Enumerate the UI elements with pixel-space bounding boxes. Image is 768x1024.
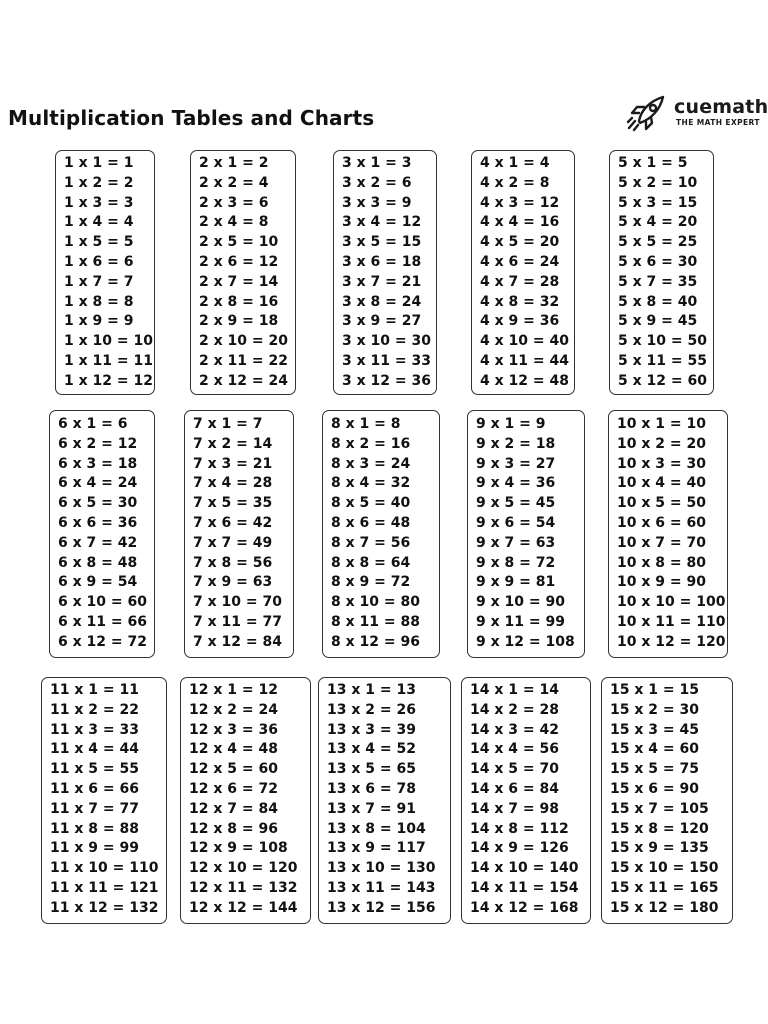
table-line: 1 x 9 = 9	[64, 313, 134, 330]
table-line: 2 x 6 = 12	[199, 254, 279, 270]
table-line: 4 x 1 = 4	[480, 155, 550, 171]
table-line: 13 x 4 = 52	[327, 741, 416, 758]
table-line: 4 x 11 = 44	[480, 353, 569, 369]
table-line: 5 x 7 = 35	[618, 273, 698, 290]
table-line: 2 x 2 = 4	[199, 174, 269, 191]
table-line: 11 x 3 = 33	[50, 721, 139, 738]
table-line: 13 x 1 = 13	[327, 682, 416, 698]
table-line: 7 x 8 = 56	[193, 554, 273, 571]
table-line: 14 x 9 = 126	[470, 840, 569, 857]
table-line: 1 x 10 = 10	[64, 333, 153, 350]
table-line: 1 x 2 = 2	[64, 174, 134, 191]
table-line: 15 x 7 = 105	[610, 800, 709, 817]
table-line: 9 x 5 = 45	[476, 495, 556, 512]
table-line: 11 x 2 = 22	[50, 701, 139, 718]
table-line: 10 x 10 = 100	[617, 594, 726, 611]
table-line: 13 x 12 = 156	[327, 899, 436, 916]
table-line: 5 x 6 = 30	[618, 254, 698, 270]
table-line: 11 x 10 = 110	[50, 860, 159, 877]
table-line: 9 x 8 = 72	[476, 554, 556, 571]
table-line: 14 x 11 = 154	[470, 880, 579, 896]
table-line: 5 x 9 = 45	[618, 313, 698, 330]
table-line: 7 x 4 = 28	[193, 475, 273, 492]
table-line: 15 x 4 = 60	[610, 741, 699, 758]
table-line: 15 x 9 = 135	[610, 840, 709, 857]
table-line: 8 x 11 = 88	[331, 614, 420, 630]
table-line: 4 x 5 = 20	[480, 234, 560, 251]
table-line: 13 x 8 = 104	[327, 820, 426, 837]
table-line: 1 x 3 = 3	[64, 194, 134, 211]
table-line: 1 x 5 = 5	[64, 234, 134, 251]
table-line: 6 x 5 = 30	[58, 495, 138, 512]
table-line: 13 x 6 = 78	[327, 781, 416, 797]
table-line: 2 x 1 = 2	[199, 155, 269, 171]
table-line: 10 x 11 = 110	[617, 614, 726, 630]
table-line: 5 x 1 = 5	[618, 155, 688, 171]
table-line: 10 x 12 = 120	[617, 633, 726, 650]
table-line: 8 x 12 = 96	[331, 633, 420, 650]
table-line: 14 x 6 = 84	[470, 781, 559, 797]
table-line: 2 x 9 = 18	[199, 313, 279, 330]
table-line: 6 x 4 = 24	[58, 475, 138, 492]
table-line: 10 x 9 = 90	[617, 574, 706, 591]
table-line: 10 x 8 = 80	[617, 554, 706, 571]
table-line: 2 x 10 = 20	[199, 333, 288, 350]
table-line: 12 x 9 = 108	[189, 840, 288, 857]
rocket-icon	[626, 94, 668, 132]
table-line: 2 x 11 = 22	[199, 353, 288, 369]
table-line: 12 x 3 = 36	[189, 721, 278, 738]
table-line: 5 x 10 = 50	[618, 333, 707, 350]
table-line: 4 x 3 = 12	[480, 194, 560, 211]
table-line: 9 x 1 = 9	[476, 416, 546, 432]
table-line: 12 x 12 = 144	[189, 899, 298, 916]
table-line: 6 x 6 = 36	[58, 515, 138, 531]
table-line: 8 x 6 = 48	[331, 515, 411, 531]
table-line: 10 x 7 = 70	[617, 534, 706, 551]
table-line: 7 x 7 = 49	[193, 534, 273, 551]
table-line: 13 x 2 = 26	[327, 701, 416, 718]
table-line: 9 x 6 = 54	[476, 515, 556, 531]
table-line: 9 x 7 = 63	[476, 534, 556, 551]
table-line: 4 x 9 = 36	[480, 313, 560, 330]
table-line: 5 x 2 = 10	[618, 174, 698, 191]
table-line: 11 x 9 = 99	[50, 840, 139, 857]
table-line: 7 x 11 = 77	[193, 614, 282, 630]
table-line: 6 x 9 = 54	[58, 574, 138, 591]
table-line: 12 x 11 = 132	[189, 880, 298, 896]
table-line: 3 x 1 = 3	[342, 155, 412, 171]
table-line: 8 x 4 = 32	[331, 475, 411, 492]
table-line: 3 x 3 = 9	[342, 194, 412, 211]
table-line: 4 x 10 = 40	[480, 333, 569, 350]
table-line: 15 x 11 = 165	[610, 880, 719, 896]
table-line: 6 x 10 = 60	[58, 594, 147, 611]
table-line: 11 x 12 = 132	[50, 899, 159, 916]
table-line: 5 x 11 = 55	[618, 353, 707, 369]
table-line: 12 x 1 = 12	[189, 682, 278, 698]
table-line: 10 x 1 = 10	[617, 416, 706, 432]
table-line: 5 x 8 = 40	[618, 293, 698, 310]
table-line: 2 x 7 = 14	[199, 273, 279, 290]
table-line: 10 x 2 = 20	[617, 435, 706, 452]
table-line: 2 x 5 = 10	[199, 234, 279, 251]
table-line: 13 x 9 = 117	[327, 840, 426, 857]
table-line: 12 x 6 = 72	[189, 781, 278, 797]
table-line: 15 x 8 = 120	[610, 820, 709, 837]
table-line: 7 x 3 = 21	[193, 455, 273, 472]
table-line: 11 x 8 = 88	[50, 820, 139, 837]
table-line: 4 x 7 = 28	[480, 273, 560, 290]
table-line: 15 x 2 = 30	[610, 701, 699, 718]
table-line: 15 x 5 = 75	[610, 761, 699, 778]
table-line: 6 x 2 = 12	[58, 435, 138, 452]
table-line: 9 x 12 = 108	[476, 633, 575, 650]
table-line: 7 x 6 = 42	[193, 515, 273, 531]
table-line: 8 x 7 = 56	[331, 534, 411, 551]
brand-logo	[626, 94, 768, 134]
table-line: 11 x 11 = 121	[50, 880, 159, 896]
table-line: 3 x 9 = 27	[342, 313, 422, 330]
table-line: 3 x 10 = 30	[342, 333, 431, 350]
brand-name: cuemath	[674, 96, 768, 118]
table-line: 3 x 11 = 33	[342, 353, 431, 369]
table-line: 9 x 9 = 81	[476, 574, 556, 591]
brand-tagline: THE MATH EXPERT	[676, 118, 760, 127]
table-line: 13 x 3 = 39	[327, 721, 416, 738]
table-line: 10 x 6 = 60	[617, 515, 706, 531]
table-line: 12 x 7 = 84	[189, 800, 278, 817]
table-line: 14 x 5 = 70	[470, 761, 559, 778]
table-line: 14 x 10 = 140	[470, 860, 579, 877]
table-line: 3 x 4 = 12	[342, 214, 422, 231]
table-line: 1 x 8 = 8	[64, 293, 134, 310]
table-line: 7 x 2 = 14	[193, 435, 273, 452]
table-line: 6 x 1 = 6	[58, 416, 128, 432]
table-line: 6 x 7 = 42	[58, 534, 138, 551]
table-line: 9 x 4 = 36	[476, 475, 556, 492]
table-line: 6 x 11 = 66	[58, 614, 147, 630]
table-line: 1 x 12 = 12	[64, 372, 153, 389]
table-line: 8 x 2 = 16	[331, 435, 411, 452]
table-line: 15 x 1 = 15	[610, 682, 699, 698]
table-line: 8 x 5 = 40	[331, 495, 411, 512]
table-line: 1 x 7 = 7	[64, 273, 134, 290]
table-line: 14 x 1 = 14	[470, 682, 559, 698]
table-line: 5 x 5 = 25	[618, 234, 698, 251]
table-line: 9 x 3 = 27	[476, 455, 556, 472]
table-line: 4 x 4 = 16	[480, 214, 560, 231]
table-line: 14 x 2 = 28	[470, 701, 559, 718]
table-line: 2 x 4 = 8	[199, 214, 269, 231]
table-line: 9 x 10 = 90	[476, 594, 565, 611]
table-line: 2 x 12 = 24	[199, 372, 288, 389]
table-line: 13 x 5 = 65	[327, 761, 416, 778]
table-line: 11 x 5 = 55	[50, 761, 139, 778]
table-line: 10 x 3 = 30	[617, 455, 706, 472]
table-line: 5 x 3 = 15	[618, 194, 698, 211]
table-line: 12 x 10 = 120	[189, 860, 298, 877]
table-line: 8 x 3 = 24	[331, 455, 411, 472]
table-line: 8 x 10 = 80	[331, 594, 420, 611]
table-line: 5 x 4 = 20	[618, 214, 698, 231]
table-line: 4 x 6 = 24	[480, 254, 560, 270]
table-line: 10 x 5 = 50	[617, 495, 706, 512]
table-line: 12 x 4 = 48	[189, 741, 278, 758]
table-line: 7 x 1 = 7	[193, 416, 263, 432]
table-line: 4 x 12 = 48	[480, 372, 569, 389]
table-line: 13 x 11 = 143	[327, 880, 436, 896]
table-line: 11 x 6 = 66	[50, 781, 139, 797]
table-line: 11 x 4 = 44	[50, 741, 139, 758]
table-line: 3 x 7 = 21	[342, 273, 422, 290]
table-line: 6 x 3 = 18	[58, 455, 138, 472]
table-line: 9 x 11 = 99	[476, 614, 565, 630]
table-line: 14 x 7 = 98	[470, 800, 559, 817]
table-line: 11 x 1 = 11	[50, 682, 139, 698]
table-line: 14 x 3 = 42	[470, 721, 559, 738]
table-line: 9 x 2 = 18	[476, 435, 556, 452]
table-line: 15 x 10 = 150	[610, 860, 719, 877]
table-line: 15 x 12 = 180	[610, 899, 719, 916]
table-line: 7 x 12 = 84	[193, 633, 282, 650]
table-line: 7 x 9 = 63	[193, 574, 273, 591]
table-line: 10 x 4 = 40	[617, 475, 706, 492]
table-line: 4 x 2 = 8	[480, 174, 550, 191]
table-line: 12 x 2 = 24	[189, 701, 278, 718]
table-line: 14 x 8 = 112	[470, 820, 569, 837]
table-line: 15 x 3 = 45	[610, 721, 699, 738]
table-line: 6 x 12 = 72	[58, 633, 147, 650]
page-title: Multiplication Tables and Charts	[8, 106, 375, 130]
table-line: 6 x 8 = 48	[58, 554, 138, 571]
table-line: 7 x 10 = 70	[193, 594, 282, 611]
table-line: 7 x 5 = 35	[193, 495, 273, 512]
table-line: 4 x 8 = 32	[480, 293, 560, 310]
table-line: 2 x 3 = 6	[199, 194, 269, 211]
table-line: 8 x 1 = 8	[331, 416, 401, 432]
table-line: 8 x 8 = 64	[331, 554, 411, 571]
table-line: 13 x 7 = 91	[327, 800, 416, 817]
table-line: 3 x 5 = 15	[342, 234, 422, 251]
table-line: 15 x 6 = 90	[610, 781, 699, 797]
table-line: 12 x 8 = 96	[189, 820, 278, 837]
table-line: 3 x 8 = 24	[342, 293, 422, 310]
table-line: 3 x 6 = 18	[342, 254, 422, 270]
table-line: 3 x 12 = 36	[342, 372, 431, 389]
table-line: 8 x 9 = 72	[331, 574, 411, 591]
table-line: 14 x 4 = 56	[470, 741, 559, 758]
table-line: 14 x 12 = 168	[470, 899, 579, 916]
table-line: 5 x 12 = 60	[618, 372, 707, 389]
table-line: 12 x 5 = 60	[189, 761, 278, 778]
table-line: 1 x 1 = 1	[64, 155, 134, 171]
table-line: 1 x 11 = 11	[64, 353, 153, 369]
table-line: 1 x 6 = 6	[64, 254, 134, 270]
table-line: 11 x 7 = 77	[50, 800, 139, 817]
table-line: 13 x 10 = 130	[327, 860, 436, 877]
table-line: 1 x 4 = 4	[64, 214, 134, 231]
table-line: 2 x 8 = 16	[199, 293, 279, 310]
table-line: 3 x 2 = 6	[342, 174, 412, 191]
